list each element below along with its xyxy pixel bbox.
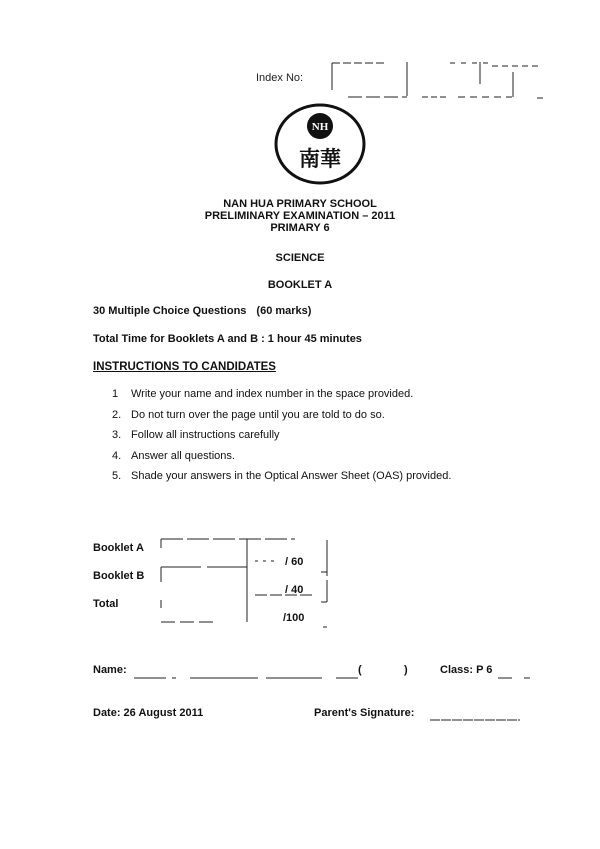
score-table [155, 536, 335, 632]
booklet-b-max: / 40 [285, 584, 304, 596]
register-number-close: ) [404, 664, 408, 676]
class-label: Class: P 6 [440, 664, 493, 676]
mcq-count: 30 Multiple Choice Questions [93, 305, 247, 317]
instruction-item: 4. Answer all questions. [112, 449, 235, 462]
instruction-item: 3. Follow all instructions carefully [112, 429, 280, 441]
total-max: /100 [283, 612, 305, 624]
logo-chinese-name: 南華 [299, 147, 341, 171]
name-label: Name: [93, 664, 127, 676]
name-field[interactable] [132, 664, 382, 682]
register-number-open: ( [358, 664, 362, 676]
index-no-label: Index No: [256, 72, 304, 84]
instruction-item: 1 Write your name and index number in the space provided. [112, 388, 414, 400]
class-field[interactable] [498, 664, 538, 682]
logo-monogram: NH [311, 121, 329, 133]
subject-title: SCIENCE [275, 252, 325, 264]
parent-signature-label: Parent's Signature: [314, 707, 415, 719]
exam-date: Date: 26 August 2011 [93, 707, 204, 719]
school-name: NAN HUA PRIMARY SCHOOL [223, 198, 377, 210]
booklet-title: BOOKLET A [267, 279, 333, 291]
total-time: Total Time for Booklets A and B : 1 hour 45 minutes [93, 333, 362, 345]
level-title: PRIMARY 6 [270, 222, 330, 234]
score-label-booklet-b: Booklet B [93, 570, 145, 582]
instructions-title: INSTRUCTIONS TO CANDIDATES [93, 361, 276, 373]
instructions-list [112, 388, 451, 491]
school-logo [274, 103, 366, 185]
score-label-booklet-a: Booklet A [93, 542, 144, 554]
mcq-summary [93, 305, 311, 317]
instruction-item: 2. Do not turn over the page until you are told to do so. [112, 408, 385, 421]
parent-signature-field[interactable] [428, 707, 524, 725]
score-label-total: Total [93, 598, 119, 610]
index-no-boxes[interactable] [330, 60, 545, 106]
mcq-marks: (60 marks) [256, 305, 312, 317]
booklet-a-max: / 60 [285, 556, 304, 568]
exam-title: PRELIMINARY EXAMINATION – 2011 [204, 210, 396, 222]
instruction-item: 5. Shade your answers in the Optical Answer Sheet (OAS) provided. [112, 470, 452, 482]
